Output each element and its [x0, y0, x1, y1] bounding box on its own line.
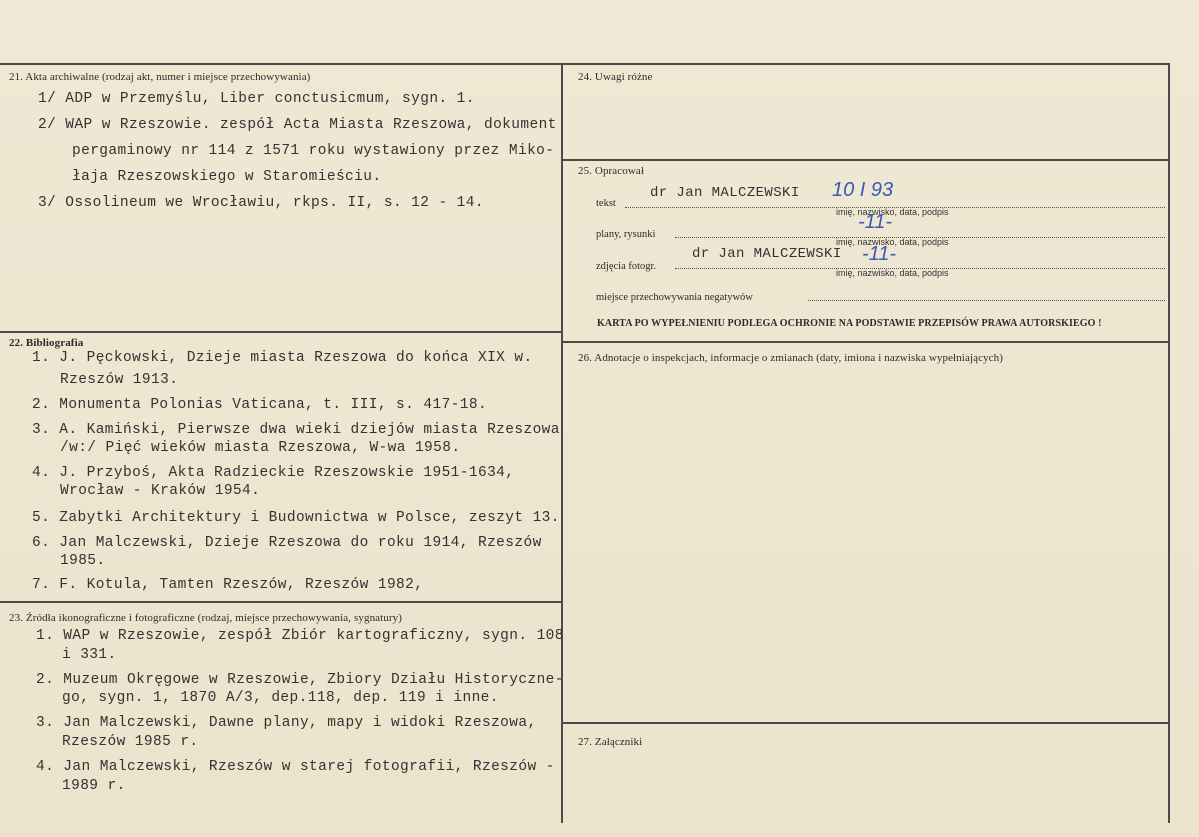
divider-24-25	[562, 159, 1170, 161]
divider-25-26	[562, 341, 1170, 343]
section-27-heading: 27. Załączniki	[578, 736, 643, 748]
center-divider	[561, 63, 563, 823]
divider-26-27	[562, 722, 1170, 724]
tekst-label: tekst	[596, 198, 616, 209]
iconography-line-1: 1. WAP w Rzeszowie, zespół Zbiór kartograficzny, sygn. 108	[36, 628, 564, 644]
bibliography-line-4: 3. A. Kamiński, Pierwsze dwa wieki dziejów miasta Rzeszowa	[32, 422, 560, 438]
bibliography-line-8: 5. Zabytki Architektury i Budownictwa w Polsce, zeszyt 13.	[32, 510, 560, 526]
plany-caption: imię, nazwisko, data, podpis	[836, 237, 949, 247]
zdjecia-caption: imię, nazwisko, data, podpis	[836, 268, 949, 278]
bibliography-line-10: 1985.	[60, 553, 106, 569]
bibliography-line-6: 4. J. Przyboś, Akta Radzieckie Rzeszowskie 1951-1634,	[32, 465, 515, 481]
iconography-line-3: 2. Muzeum Okręgowe w Rzeszowie, Zbiory Działu Historyczne-	[36, 672, 564, 688]
section-21-heading: 21. Akta archiwalne (rodzaj akt, numer i miejsce przechowywania)	[9, 71, 311, 83]
tekst-handwritten-date: 10 I 93	[832, 179, 894, 201]
archive-line-3: pergaminowy nr 114 z 1571 roku wystawiony przez Miko-	[72, 143, 555, 159]
copyright-warning: KARTA PO WYPEŁNIENIU PODLEGA OCHRONIE NA PODSTAWIE PRZEPISÓW PRAWA AUTORSKIEGO !	[597, 318, 1102, 329]
bibliography-line-3: 2. Monumenta Polonias Vaticana, t. III, s. 417-18.	[32, 397, 488, 413]
section-26-heading: 26. Adnotacje o inspekcjach, informacje o zmianach (daty, imiona i nazwiska wypełniających)	[578, 352, 1004, 364]
archive-line-5: 3/ Ossolineum we Wrocławiu, rkps. II, s. 12 - 14.	[38, 195, 484, 211]
negatywy-dotted-line	[808, 300, 1165, 301]
zdjecia-label: zdjęcia fotogr.	[596, 261, 657, 272]
archive-line-4: łaja Rzeszowskiego w Staromieściu.	[72, 169, 382, 185]
zdjecia-handwritten-mark: -11-	[862, 243, 897, 265]
bibliography-line-9: 6. Jan Malczewski, Dzieje Rzeszowa do roku 1914, Rzeszów	[32, 535, 542, 551]
plany-label: plany, rysunki	[596, 229, 656, 240]
divider-21-22	[0, 331, 562, 333]
bibliography-line-7: Wrocław - Kraków 1954.	[60, 483, 261, 499]
zdjecia-author: dr Jan MALCZEWSKI	[692, 246, 842, 262]
bibliography-line-1: 1. J. Pęckowski, Dzieje miasta Rzeszowa do końca XIX w.	[32, 350, 533, 366]
bibliography-line-11: 7. F. Kotula, Tamten Rzeszów, Rzeszów 1982,	[32, 577, 424, 593]
negatywy-label: miejsce przechowywania negatywów	[596, 292, 753, 303]
iconography-line-2: i 331.	[62, 647, 117, 663]
top-border	[0, 63, 1170, 65]
iconography-line-6: Rzeszów 1985 r.	[62, 734, 199, 750]
right-border	[1168, 63, 1170, 823]
iconography-line-7: 4. Jan Malczewski, Rzeszów w starej fotografii, Rzeszów -	[36, 759, 555, 775]
divider-22-23	[0, 601, 562, 603]
bibliography-line-5: /w:/ Pięć wieków miasta Rzeszowa, W-wa 1958.	[60, 440, 461, 456]
archive-line-1: 1/ ADP w Przemyślu, Liber conctusicmum, sygn. 1.	[38, 91, 475, 107]
tekst-caption: imię, nazwisko, data, podpis	[836, 207, 949, 217]
iconography-line-4: go, sygn. 1, 1870 A/3, dep.118, dep. 119 i inne.	[62, 690, 499, 706]
tekst-author: dr Jan MALCZEWSKI	[650, 185, 800, 201]
iconography-line-8: 1989 r.	[62, 778, 126, 794]
section-23-heading: 23. Źródła ikonograficzne i fotograficzne (rodzaj, miejsce przechowywania, sygnatury)	[9, 612, 403, 624]
section-22-heading: 22. Bibliografia	[9, 337, 84, 349]
plany-handwritten-mark: -11-	[858, 211, 893, 233]
section-24-heading: 24. Uwagi różne	[578, 71, 653, 83]
section-25-heading: 25. Opracował	[578, 165, 645, 177]
bibliography-line-2: Rzeszów 1913.	[60, 372, 179, 388]
iconography-line-5: 3. Jan Malczewski, Dawne plany, mapy i widoki Rzeszowa,	[36, 715, 537, 731]
archive-line-2: 2/ WAP w Rzeszowie. zespół Acta Miasta Rzeszowa, dokument	[38, 117, 557, 133]
